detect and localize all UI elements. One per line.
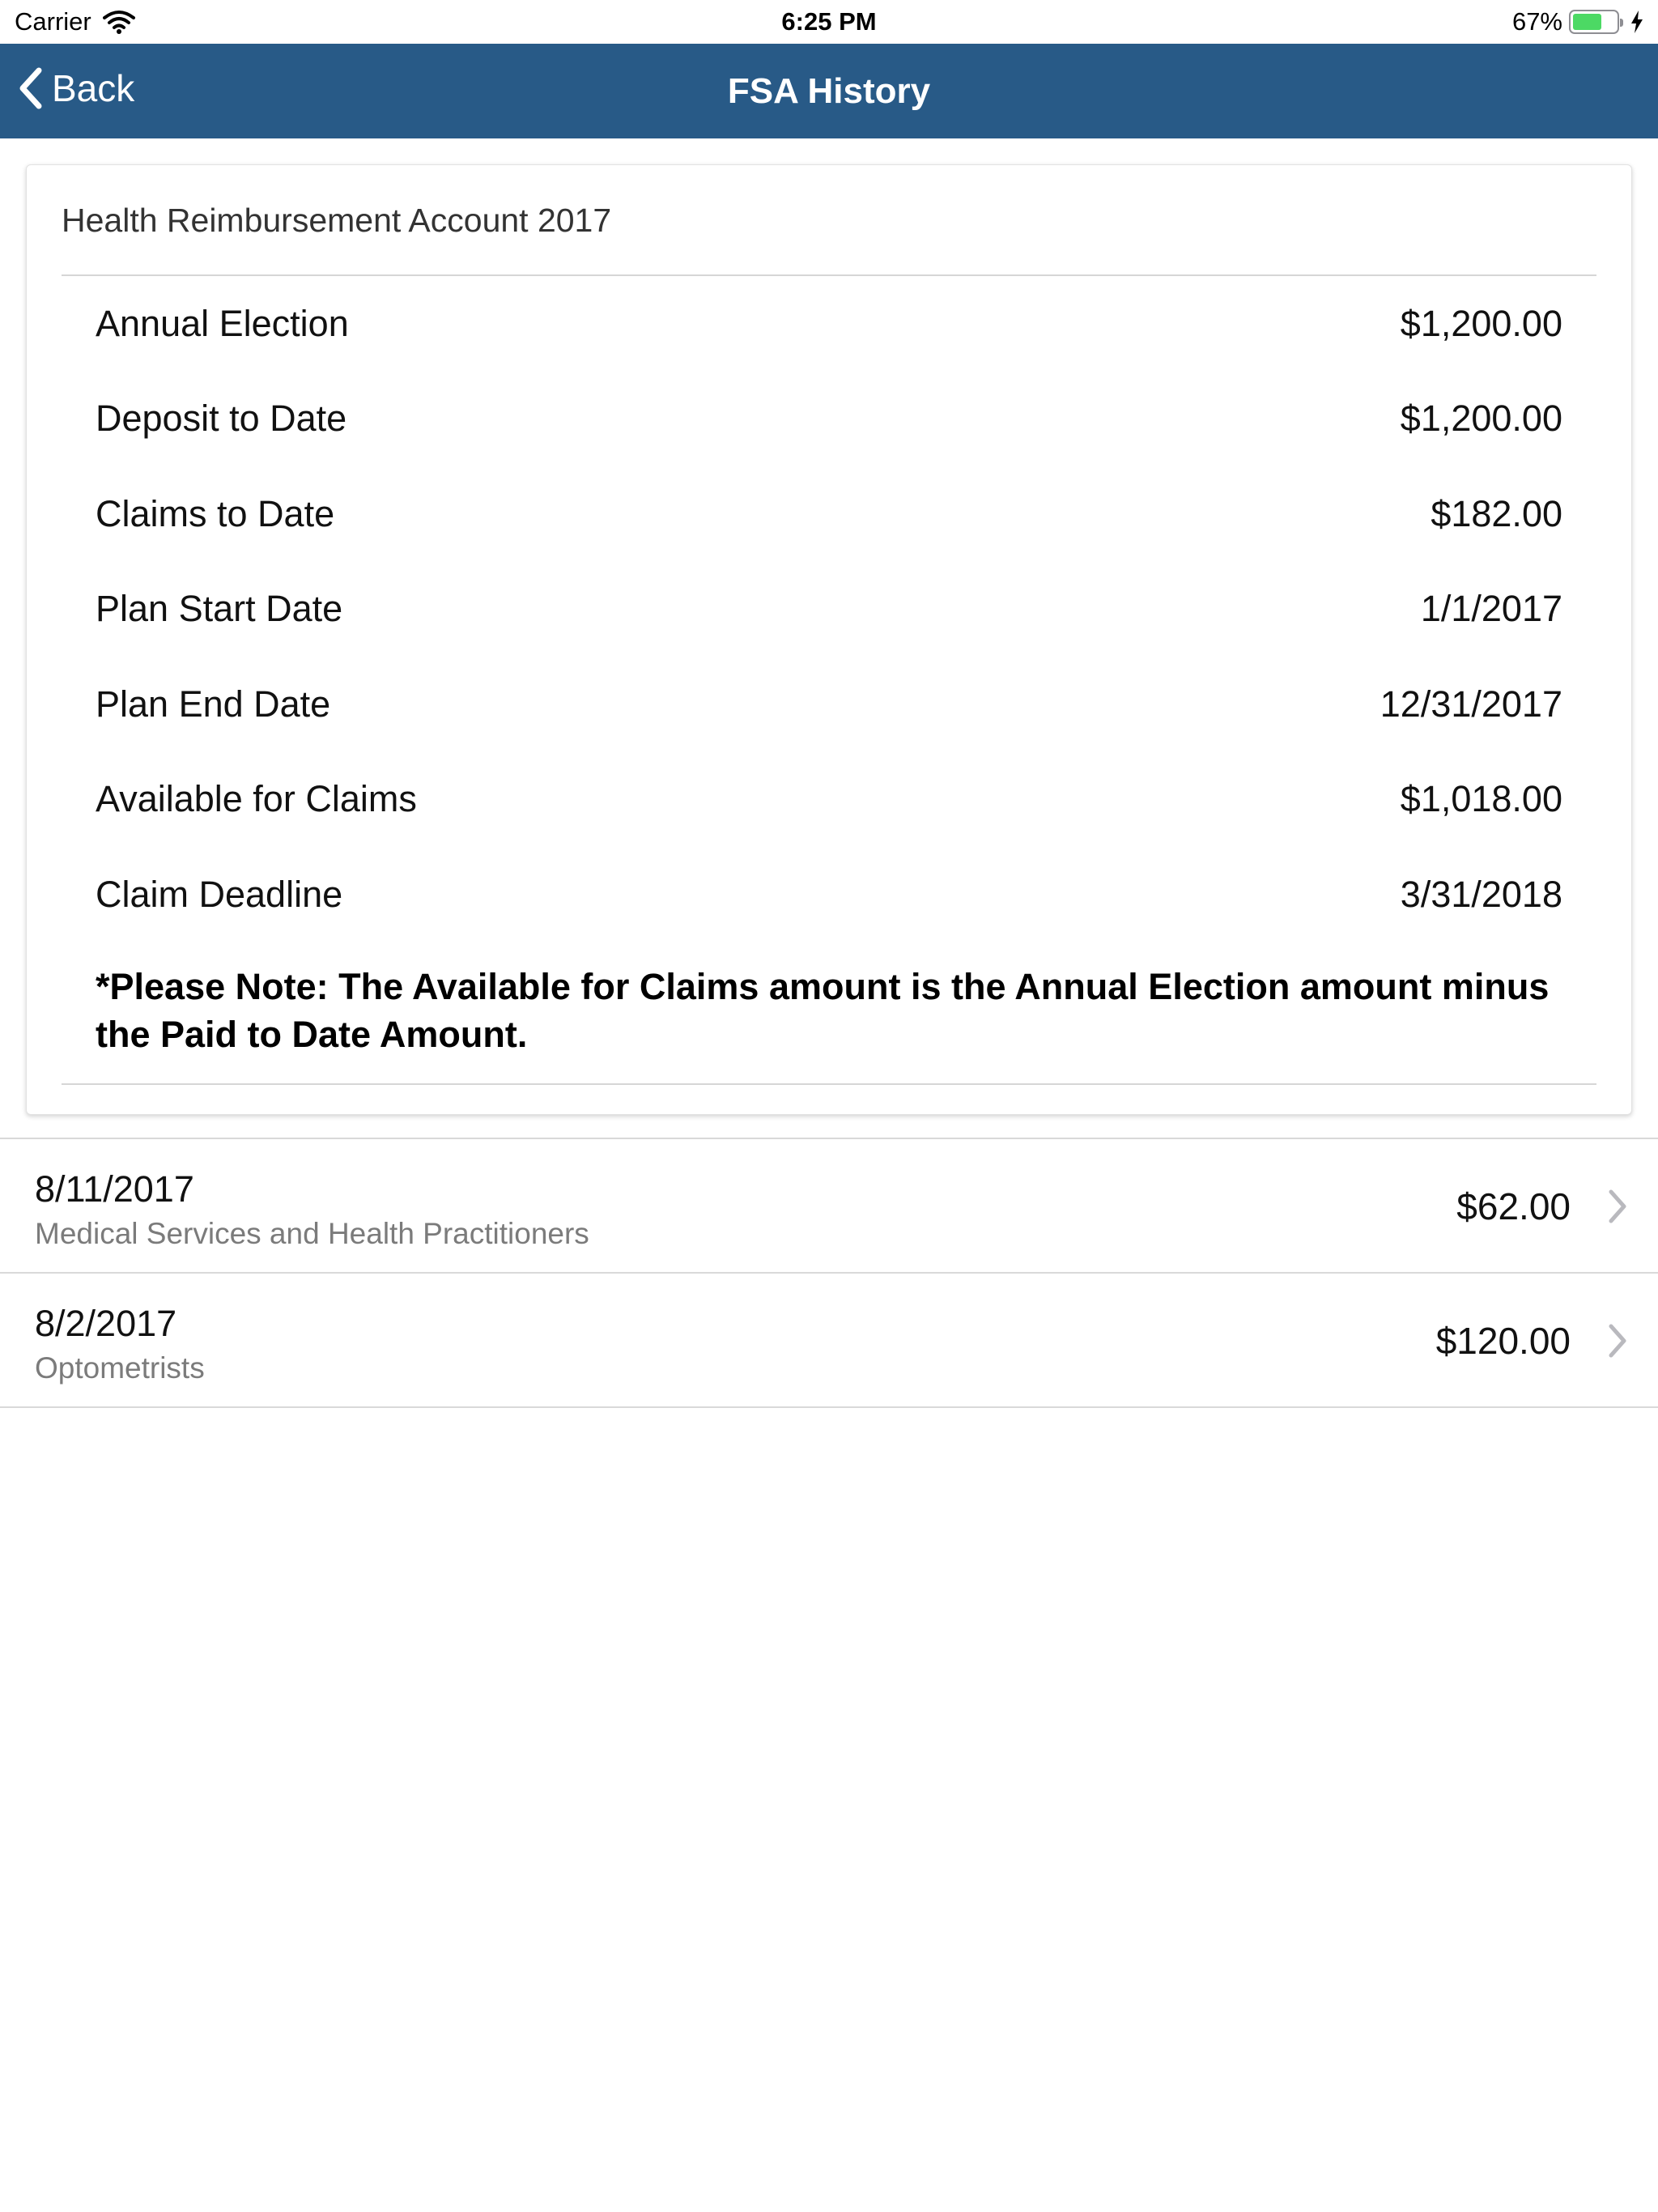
- detail-label: Claim Deadline: [96, 874, 343, 915]
- detail-label: Available for Claims: [96, 778, 417, 819]
- battery-fill: [1573, 14, 1601, 30]
- detail-label: Plan End Date: [96, 683, 331, 725]
- status-left: [15, 7, 135, 36]
- charging-bolt-icon: [1630, 11, 1643, 33]
- card-divider-bottom: [62, 1083, 1596, 1085]
- detail-label: Deposit to Date: [96, 398, 347, 439]
- back-button[interactable]: [16, 62, 134, 115]
- detail-label: Claims to Date: [96, 493, 335, 534]
- battery-icon: [1569, 10, 1619, 34]
- transaction-category: Optometrists: [35, 1351, 205, 1385]
- detail-value: $1,018.00: [1400, 778, 1562, 819]
- page-title: FSA History: [727, 71, 931, 111]
- card-divider-top: [62, 274, 1596, 276]
- chevron-left-icon: [16, 67, 44, 109]
- detail-value: 3/31/2018: [1400, 874, 1562, 915]
- detail-value: $1,200.00: [1400, 303, 1562, 344]
- carrier-label: Carrier: [15, 7, 91, 36]
- detail-value: 12/31/2017: [1380, 683, 1562, 725]
- status-time: 6:25 PM: [781, 7, 877, 36]
- account-title: Health Reimbursement Account 2017: [62, 202, 612, 239]
- detail-label: Annual Election: [96, 303, 349, 344]
- chevron-right-icon: [1601, 1320, 1634, 1362]
- detail-row-plan-start-date: [96, 585, 1562, 633]
- transaction-date: 8/11/2017: [35, 1168, 194, 1210]
- status-bar: [0, 0, 1658, 44]
- detail-value: 1/1/2017: [1420, 588, 1562, 629]
- detail-value: $1,200.00: [1400, 398, 1562, 439]
- detail-row-claim-deadline: [96, 870, 1562, 919]
- claims-note: *Please Note: The Available for Claims amount is the Annual Election amount minus the Paid to Date Amount.: [96, 966, 1550, 1055]
- detail-row-claims-to-date: [96, 490, 1562, 538]
- transaction-row[interactable]: [0, 1274, 1658, 1408]
- account-summary-card: [26, 164, 1632, 1115]
- detail-row-deposit-to-date: [96, 394, 1562, 443]
- battery-percent: 67%: [1511, 7, 1562, 36]
- detail-row-plan-end-date: [96, 680, 1562, 729]
- transaction-amount: $62.00: [1456, 1185, 1571, 1227]
- back-label: Back: [52, 67, 135, 109]
- detail-value: $182.00: [1431, 493, 1562, 534]
- transaction-list: [0, 1138, 1658, 1408]
- detail-label: Plan Start Date: [96, 588, 343, 629]
- transaction-amount: $120.00: [1435, 1320, 1571, 1362]
- chevron-right-icon: [1601, 1185, 1634, 1227]
- transaction-row[interactable]: [0, 1139, 1658, 1274]
- transaction-category: Medical Services and Health Practitioners: [35, 1217, 589, 1250]
- detail-row-available-for-claims: [96, 775, 1562, 823]
- status-right: [1512, 7, 1643, 36]
- wifi-icon: [103, 10, 135, 34]
- detail-row-annual-election: [96, 300, 1562, 348]
- transaction-date: 8/2/2017: [35, 1303, 177, 1344]
- nav-bar: [0, 44, 1658, 138]
